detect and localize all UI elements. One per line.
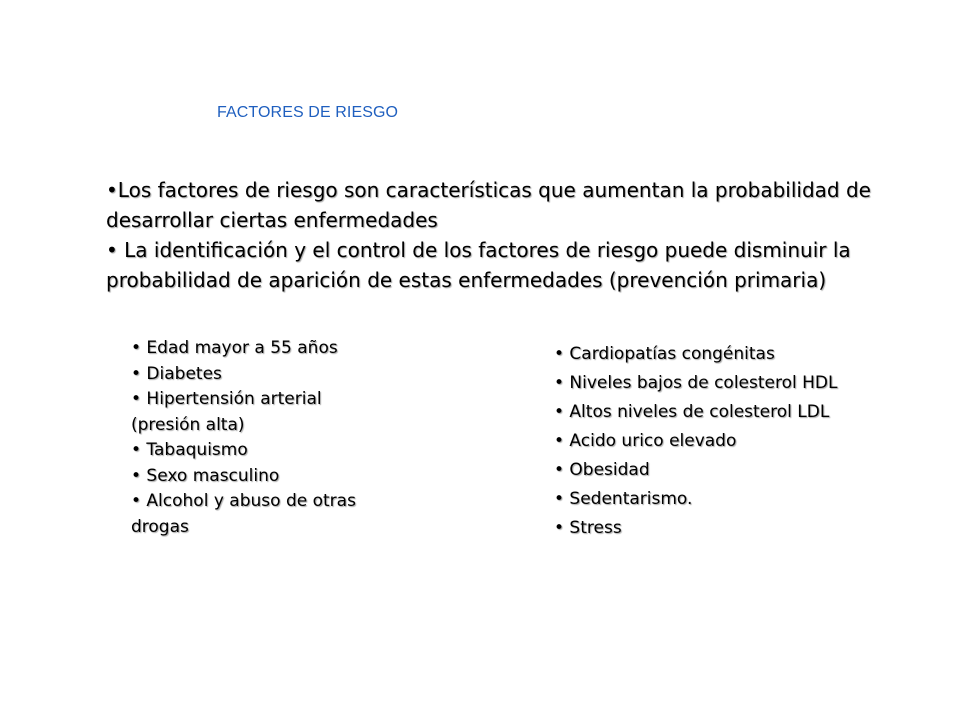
- risk-factors-list-right: [554, 340, 837, 543]
- intro-text: [106, 175, 926, 295]
- intro-paragraph-1: •Los factores de riesgo son características que aumentan la probabilidad de desarrollar ciertas enfermedades: [106, 178, 871, 232]
- list-item: • Acido urico elevado: [554, 431, 737, 451]
- list-item: • Sedentarismo.: [554, 489, 693, 509]
- list-item: • Obesidad: [554, 460, 650, 480]
- list-item: • Altos niveles de colesterol LDL: [554, 402, 830, 422]
- list-item: • Edad mayor a 55 años: [131, 338, 338, 358]
- slide-title: FACTORES DE RIESGO: [217, 104, 399, 121]
- list-item-continuation: drogas: [131, 516, 189, 537]
- list-item: • Hipertensión arterial: [131, 389, 322, 409]
- list-item: • Alcohol y abuso de otras: [131, 491, 356, 511]
- list-item: • Sexo masculino: [131, 465, 280, 486]
- list-item: • Niveles bajos de colesterol HDL: [554, 373, 838, 393]
- list-item-continuation: (presión alta): [131, 414, 245, 435]
- list-item: • Stress: [554, 518, 622, 538]
- list-item: • Tabaquismo: [131, 440, 248, 460]
- risk-factors-list-left: [131, 336, 356, 540]
- list-item: • Cardiopatías congénitas: [554, 344, 775, 364]
- intro-paragraph-2: • La identificación y el control de los factores de riesgo puede disminuir la probabilidad de aparición de estas enfermedades (prevención primaria): [106, 238, 851, 292]
- list-item: • Diabetes: [131, 363, 222, 384]
